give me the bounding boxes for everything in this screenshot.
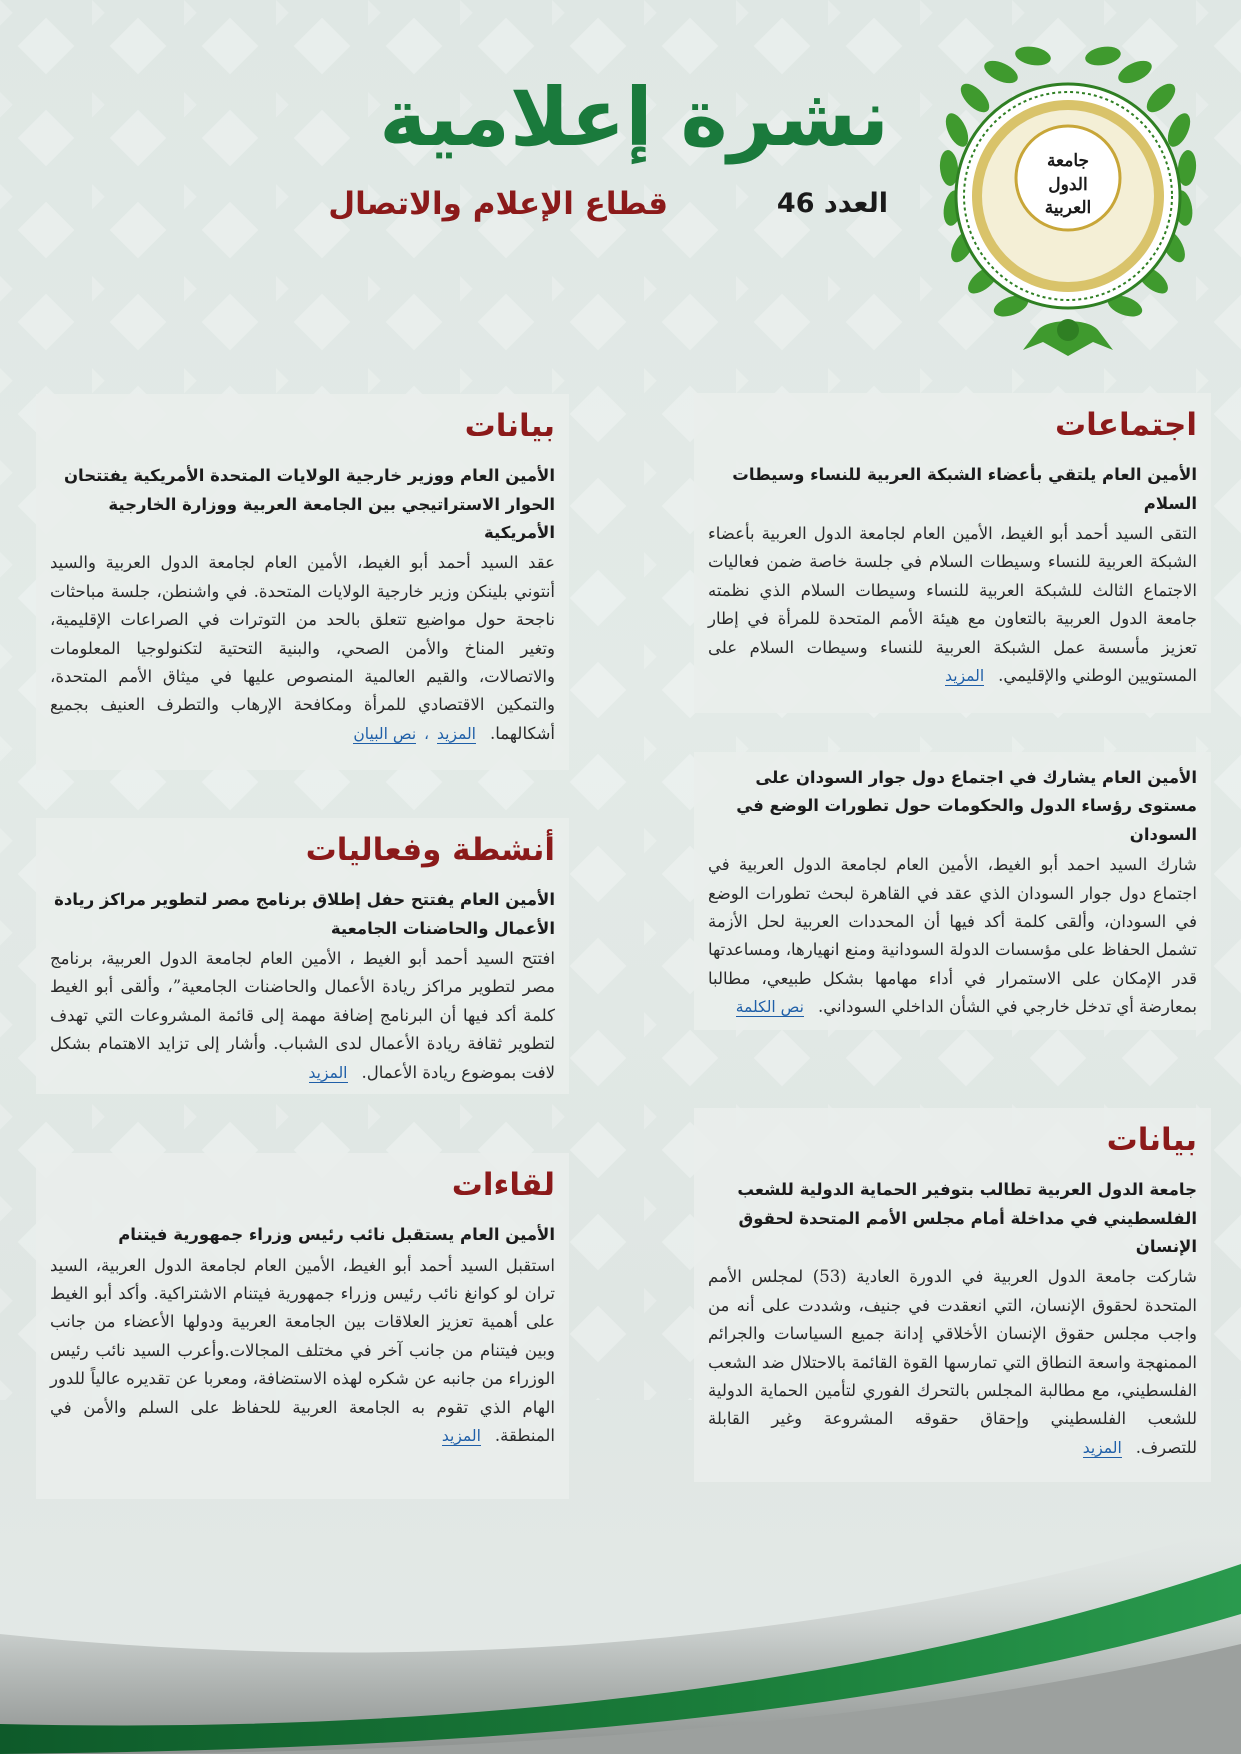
more-link[interactable]: المزيد [437, 724, 476, 743]
more-link[interactable]: المزيد [441, 1426, 481, 1445]
article-body: التقى السيد أحمد أبو الغيط، الأمين العام لجامعة الدول العربية بأعضاء الشبكة العربية للنساء وسيطات السلام في جلسة خاصة ضمن فعاليات الاجتماع الثالث للشبكة العربية للنساء وسيطات السلام الذي نظمته جامعة الدول العربية بالتعاون مع هيئة الأمم المتحدة للمرأة في إطار تعزيز مأسسة عمل الشبكة العربية للنساء وسيطات السلام على المستويين الوطني والإقليمي.المزيد [708, 524, 1197, 685]
link-separator: ، [424, 724, 429, 743]
meetings-section [694, 393, 1211, 713]
more-link[interactable]: المزيد [945, 666, 985, 685]
issue-number: العدد 46 [776, 188, 888, 219]
sector-name: قطاع الإعلام والاتصال [328, 186, 668, 222]
article-title: الأمين العام يفتتح حفل إطلاق برنامج مصر لتطوير مراكز ريادة الأعمال والحاضنات الجامعية [54, 890, 555, 938]
arab-league-emblem [923, 38, 1213, 362]
speech-text-link[interactable]: نص الكلمة [735, 998, 804, 1016]
article-body: استقبل السيد أحمد أبو الغيط، الأمين العام لجامعة الدول العربية، السيد تران لو كوانغ نائب رئيس وزراء جمهورية فيتنام الاشتراكية. وأكد أبو الغيط على أهمية تعزيز العلاقات بين الجامعة العربية ودولها الأعضاء من جانب وبين فيتنام من جانب آخر في مختلف المجالات.وأعرب السيد نائب رئيس الوزراء من جانبه عن شكره لهذه الاستضافة، ومعربا عن تقديره عالياً للدور الهام الذي تقوم به الجامعة العربية للحفاظ على السلم والأمن في المنطقة.المزيد [50, 1255, 555, 1445]
article-body: شاركت جامعة الدول العربية في الدورة العادية (53) لمجلس الأمم المتحدة لحقوق الإنسان، التي انعقدت في جنيف، وشددت على أنه من واجب مجلس حقوق الإنسان الأخلاقي إدانة جميع السياسات والجرائم الممنهجة واسعة النطاق التي تمارسها القوة القائمة بالاحتلال ضد الشعب الفلسطيني، مع مطالبة المجلس بالتحرك الفوري لتأمين الحماية الدولية للشعب الفلسطيني وإحقاق حقوقه المشروعة وغير القابلة للتصرف.المزيد [708, 1267, 1197, 1457]
svg-text:الدول: الدول [1048, 175, 1088, 195]
svg-text:العربية: العربية [1044, 198, 1092, 218]
article-title: الأمين العام ووزير خارجية الولايات المتحدة الأمريكية يفتتحان الحوار الاستراتيجي بين الجامعة العربية ووزارة الخارجية الأمريكية [63, 466, 555, 543]
meetings2-section [36, 1153, 569, 1499]
activities-section [36, 818, 569, 1094]
statements-section-right [694, 1108, 1211, 1482]
article-title: جامعة الدول العربية تطالب بتوفير الحماية الدولية للشعب الفلسطيني في مداخلة أمام مجلس الأمم المتحدة لحقوق الإنسان [737, 1180, 1197, 1257]
article-body: شارك السيد احمد أبو الغيط، الأمين العام لجامعة الدول العربية في اجتماع دول جوار السودان الذي عقد في القاهرة لبحث تطورات الوضع في السودان، وألقى كلمة أكد فيها أن المحددات العربية لحل الأزمة تشمل الحفاظ على مؤسسات الدولة السودانية ومنع انهيارها، ومساعدتها قدر الإمكان على الاستمرار في أداء مهامها بشكل طبيعي، مطالبا بمعارضة أي تدخل خارجي في الشأن الداخلي السوداني.نص الكلمة [708, 855, 1197, 1016]
section-title: اجتماعات [1054, 407, 1197, 443]
section-title: لقاءات [451, 1167, 555, 1203]
article-title: الأمين العام يستقبل نائب رئيس وزراء جمهورية فيتنام [118, 1225, 555, 1245]
section-title: أنشطة وفعاليات [305, 832, 555, 868]
more-link[interactable]: المزيد [308, 1063, 348, 1082]
newsletter-title: نشرة إعلامية [379, 71, 889, 164]
emblem-text: جامعة [1046, 151, 1090, 171]
section-title: بيانات [1106, 1122, 1197, 1158]
statements-section-left [36, 394, 569, 770]
article-title: الأمين العام يلتقي بأعضاء الشبكة العربية للنساء وسيطات السلام [732, 465, 1197, 513]
more-link[interactable]: المزيد [1082, 1438, 1122, 1457]
sudan-article-card [694, 752, 1211, 1030]
article-body: افتتح السيد أحمد أبو الغيط ، الأمين العام لجامعة الدول العربية، برنامج مصر لتطوير مراكز ريادة الأعمال والحاضنات الجامعية”، وألقى أبو الغيط كلمة أكد فيها أن البرنامج إضافة مهمة إلى قائمة المشروعات التي تهدف لتطوير ثقافة ريادة الأعمال لدى الشباب. وأشار إلى تزايد الاهتمام بشكل لافت بموضوع ريادة الأعمال.المزيد [50, 949, 555, 1082]
section-title: بيانات [464, 408, 555, 444]
article-title: الأمين العام يشارك في اجتماع دول جوار السودان على مستوى رؤساء الدول والحكومات حول تطورات الوضع في السودان [736, 768, 1197, 844]
statement-text-link[interactable]: نص البيان [353, 724, 417, 743]
article-body: عقد السيد أحمد أبو الغيط، الأمين العام لجامعة الدول العربية والسيد أنتوني بلينكن وزير خارجية الولايات المتحدة. في واشنطن، جلسة مباحثات ناجحة حول مواضيع تتعلق بالحد من التوترات في الصراعات الإقليمية، وتغير المناخ والأمن الصحي، والبنية التحتية لتكنولوجيا المعلومات والاتصالات، والقيم العالمية المنصوص عليها في ميثاق الأمم المتحدة، والتمكين الاقتصادي للمرأة ومكافحة الإرهاب والتطرف العنيف بجميع أشكالهما.المزيد،نص البيان [50, 553, 555, 743]
bottom-swoosh [0, 1464, 1241, 1754]
